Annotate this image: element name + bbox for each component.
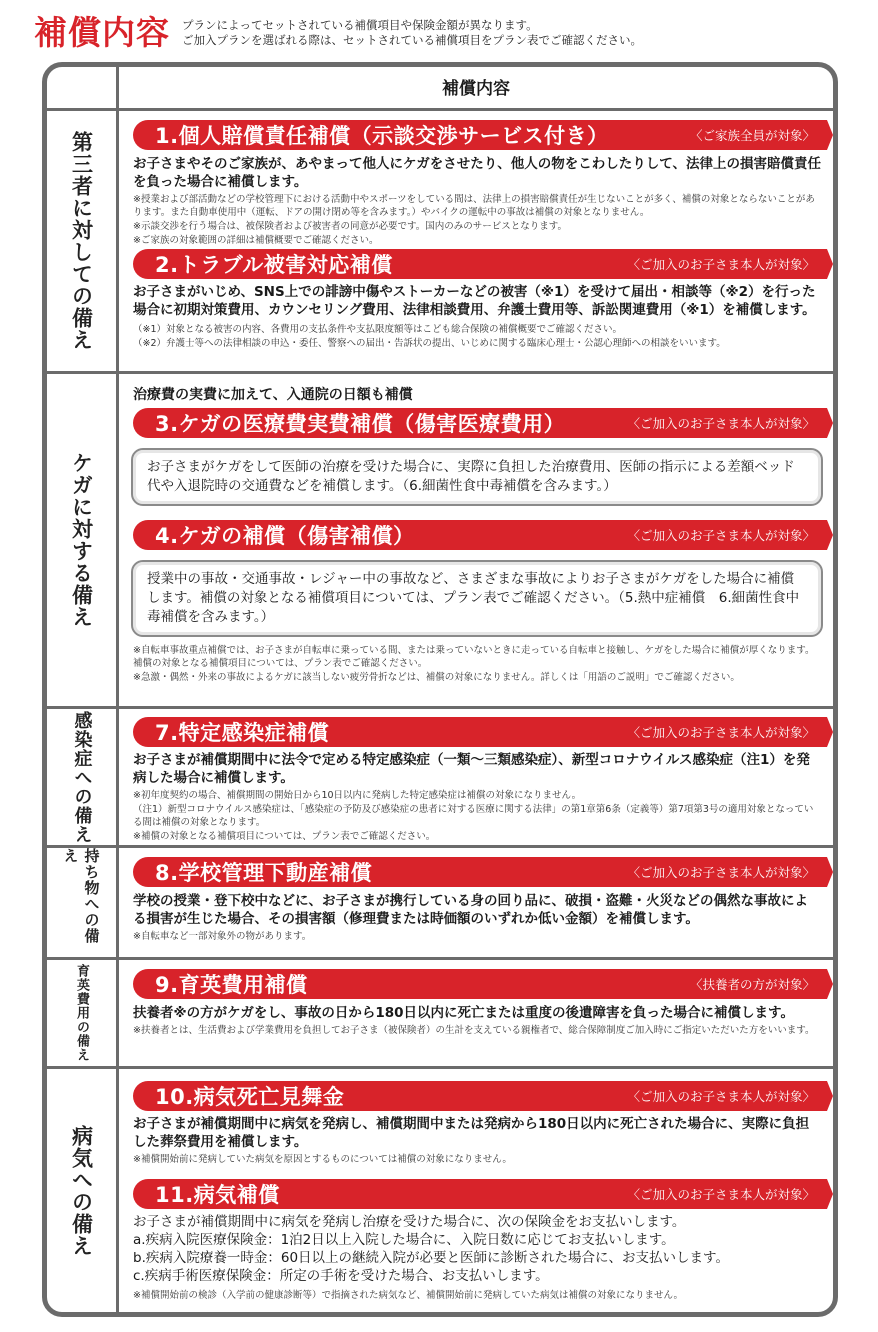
item-description-line: b.疾病入院療養一時金：60日以上の継続入院が必要と医師に診断された場合に、お支払いします。 bbox=[133, 1250, 729, 1266]
item-notes bbox=[133, 193, 821, 248]
item-notes bbox=[133, 1024, 821, 1038]
section-label: 病気への備え bbox=[69, 1124, 94, 1257]
item-description: 学校の授業・登下校中などに、お子さまが携行している身の回り品に、破損・盗難・火災などの偶然な事故による損害が生じた場合、その損害額（修理費または時価額のいずれか低い金額）を補償します。 bbox=[133, 893, 808, 927]
section-label: 第三者に対しての備え bbox=[69, 131, 94, 351]
item-description-line: a.疾病入院医療保険金：1泊2日以上入院した場合に、入院日数に応じてお支払いします。 bbox=[133, 1232, 675, 1248]
item-banner-4 bbox=[133, 520, 827, 550]
item-title: 2.トラブル被害対応補償 bbox=[155, 253, 393, 277]
section-property bbox=[47, 848, 833, 960]
section-label-cell bbox=[47, 709, 119, 845]
page-header bbox=[34, 14, 854, 54]
item-title: 3.ケガの医療費実費補償（傷害医療費用） bbox=[155, 412, 566, 436]
item-description: お子さまが補償期間中に法令で定める特定感染症（一類〜三類感染症）、新型コロナウイルス感染症（注1）を発病した場合に補償します。 bbox=[133, 752, 810, 786]
item-banner-9 bbox=[133, 969, 827, 999]
section-infection bbox=[47, 709, 833, 848]
item-title: 8.学校管理下動産補償 bbox=[155, 861, 373, 885]
item-description-line: c.疾病手術医療保険金：所定の手術を受けた場合、お支払いします。 bbox=[133, 1268, 549, 1284]
note: （注1）新型コロナウイルス感染症は、「感染症の予防及び感染症の患者に対する医療に関する法律」の第1章第6条（定義等）第7項第3号の適用対象となっている間は補償の対象となります。 bbox=[133, 804, 814, 828]
item-notes bbox=[133, 644, 821, 685]
note: ※自転車事故重点補償では、お子さまが自転車に乗っている間、または乗っていないときに走っている自転車と接触し、ケガをした場合に補償が厚くなります。補償の対象となる補償項目については、プラン表でご確認ください。 bbox=[133, 645, 815, 669]
item-description: お子さまが補償期間中に病気を発病し、補償期間中または発病から180日以内に死亡された場合に、実際に負担した葬祭費用を補償します。 bbox=[133, 1116, 810, 1150]
item-description bbox=[133, 1213, 821, 1285]
page-note-line1: プランによってセットされている補償項目や保険金額が異なります。 bbox=[182, 18, 538, 32]
item-target: 〈ご加入のお子さま本人が対象〉 bbox=[627, 865, 815, 880]
note: ※授業および部活動などの学校管理下における活動中やスポーツをしている間は、法律上の損害賠償責任が生じないことが多く、補償の対象とならないことがあります。また自動車使用中（運転、ドアの開け閉め等を含みます。）やバイクの運転中の事故は補償の対象となりません。 bbox=[133, 194, 815, 218]
note: ※補償開始前に発病していた病気を原因とするものについては補償の対象になりません。 bbox=[133, 1154, 512, 1165]
item-banner-1 bbox=[133, 120, 827, 150]
item-target: 〈ご家族全員が対象〉 bbox=[689, 128, 815, 143]
item-target: 〈ご加入のお子さま本人が対象〉 bbox=[627, 725, 815, 740]
section-intro: 治療費の実費に加えて、入通院の日額も補償 bbox=[133, 387, 413, 403]
item-target: 〈扶養者の方が対象〉 bbox=[689, 977, 815, 992]
table-header-corner bbox=[47, 67, 119, 108]
note: ※示談交渉を行う場合は、被保険者および被害者の同意が必要です。国内のみのサービスとなります。 bbox=[133, 221, 567, 232]
section-education bbox=[47, 960, 833, 1069]
item-target: 〈ご加入のお子さま本人が対象〉 bbox=[627, 257, 815, 272]
note: （※2）弁護士等への法律相談の申込・委任、警察への届出・告訴状の提出、いじめに関する臨床心理士・公認心理師への相談をいいます。 bbox=[133, 338, 726, 349]
item-description-box: お子さまがケガをして医師の治療を受けた場合に、実際に負担した治療費用、医師の指示による差額ベッド代や入退院時の交通費などを補償します。（6.細菌性食中毒補償を含みます。） bbox=[131, 448, 823, 506]
note: ※扶養者とは、生活費および学業費用を負担してお子さま（被保険者）の生計を支えている親権者で、総合保障制度ご加入時にご指定いただいた方をいいます。 bbox=[133, 1025, 815, 1036]
section-body bbox=[125, 960, 827, 1066]
item-notes bbox=[133, 930, 821, 944]
item-title: 4.ケガの補償（傷害補償） bbox=[155, 524, 415, 548]
coverage-table bbox=[42, 62, 838, 1317]
table-header-row bbox=[47, 67, 833, 111]
item-target: 〈ご加入のお子さま本人が対象〉 bbox=[627, 1089, 815, 1104]
item-banner-11 bbox=[133, 1179, 827, 1209]
item-description-line: お子さまが補償期間中に病気を発病し治療を受けた場合に、次の保険金をお支払いします。 bbox=[133, 1214, 686, 1230]
item-target: 〈ご加入のお子さま本人が対象〉 bbox=[627, 528, 815, 543]
note: ※ご家族の対象範囲の詳細は補償概要でご確認ください。 bbox=[133, 235, 379, 246]
item-notes bbox=[133, 323, 821, 351]
section-label-cell bbox=[47, 848, 119, 957]
section-label-cell bbox=[47, 111, 119, 371]
item-description: 扶養者※の方がケガをし、事故の日から180日以内に死亡または重度の後遺障害を負った場合に補償します。 bbox=[133, 1005, 794, 1021]
item-banner-3 bbox=[133, 408, 827, 438]
page-title: 補償内容 bbox=[34, 13, 170, 52]
section-illness bbox=[47, 1069, 833, 1312]
item-title: 11.病気補償 bbox=[155, 1183, 280, 1207]
section-body bbox=[125, 848, 827, 957]
section-label-cell bbox=[47, 374, 119, 706]
item-banner-2 bbox=[133, 249, 827, 279]
item-target: 〈ご加入のお子さま本人が対象〉 bbox=[627, 1187, 815, 1202]
section-third-party bbox=[47, 111, 833, 374]
table-column-header: 補償内容 bbox=[442, 79, 510, 99]
section-label: 感染症への備え bbox=[71, 710, 93, 844]
section-body bbox=[125, 111, 827, 371]
note: ※急激・偶然・外来の事故によるケガに該当しない疲労骨折などは、補償の対象になりません。詳しくは「用語のご説明」でご確認ください。 bbox=[133, 672, 740, 683]
section-label: ケガに対する備え bbox=[69, 452, 94, 628]
note: ※自転車など一部対象外の物があります。 bbox=[133, 931, 312, 942]
item-title: 1.個人賠償責任補償（示談交渉サービス付き） bbox=[155, 124, 609, 148]
item-title: 7.特定感染症補償 bbox=[155, 721, 330, 745]
item-title: 9.育英費用補償 bbox=[155, 973, 308, 997]
section-label-cell bbox=[47, 1069, 119, 1312]
item-banner-8 bbox=[133, 857, 827, 887]
page-note bbox=[182, 18, 642, 48]
item-banner-10 bbox=[133, 1081, 827, 1111]
note: ※初年度契約の場合、補償期間の開始日から10日以内に発病した特定感染症は補償の対象になりません。 bbox=[133, 790, 582, 801]
item-notes bbox=[133, 789, 821, 844]
item-title: 10.病気死亡見舞金 bbox=[155, 1085, 345, 1109]
note: ※補償開始前の検診（入学前の健康診断等）で指摘された病気など、補償開始前に発病していた病気は補償の対象になりません。 bbox=[133, 1290, 684, 1301]
section-injury bbox=[47, 374, 833, 709]
section-label: 育英費用の備え bbox=[74, 964, 89, 1062]
item-description: お子さまやそのご家族が、あやまって他人にケガをさせたり、他人の物をこわしたりして、法律上の損害賠償責任を負った場合に補償します。 bbox=[133, 156, 821, 190]
section-body bbox=[125, 374, 827, 706]
item-banner-7 bbox=[133, 717, 827, 747]
section-label-cell bbox=[47, 960, 119, 1066]
section-body bbox=[125, 709, 827, 845]
section-label: 持ち物への備え bbox=[61, 848, 101, 944]
item-target: 〈ご加入のお子さま本人が対象〉 bbox=[627, 416, 815, 431]
item-description: お子さまがいじめ、SNS上での誹謗中傷やストーカーなどの被害（※1）を受けて届出・相談等（※2）を行った場合に初期対策費用、カウンセリング費用、法律相談費用、弁護士費用等、訴訟関連費用（※1）を補償します。 bbox=[133, 284, 816, 318]
item-notes bbox=[133, 1153, 821, 1167]
item-description-box: 授業中の事故・交通事故・レジャー中の事故など、さまざまな事故によりお子さまがケガをした場合に補償します。補償の対象となる補償項目については、プラン表でご確認ください。（5.熱中症補償 6.細菌性食中毒補償を含みます。） bbox=[131, 560, 823, 637]
item-notes bbox=[133, 1289, 821, 1303]
note: （※1）対象となる被害の内容、各費用の支払条件や支払限度額等はこども総合保険の補償概要でご確認ください。 bbox=[133, 324, 623, 335]
section-body bbox=[125, 1069, 827, 1312]
note: ※補償の対象となる補償項目については、プラン表でご確認ください。 bbox=[133, 831, 436, 842]
page-note-line2: ご加入プランを選ばれる際は、セットされている補償項目をプラン表でご確認ください。 bbox=[182, 33, 642, 47]
